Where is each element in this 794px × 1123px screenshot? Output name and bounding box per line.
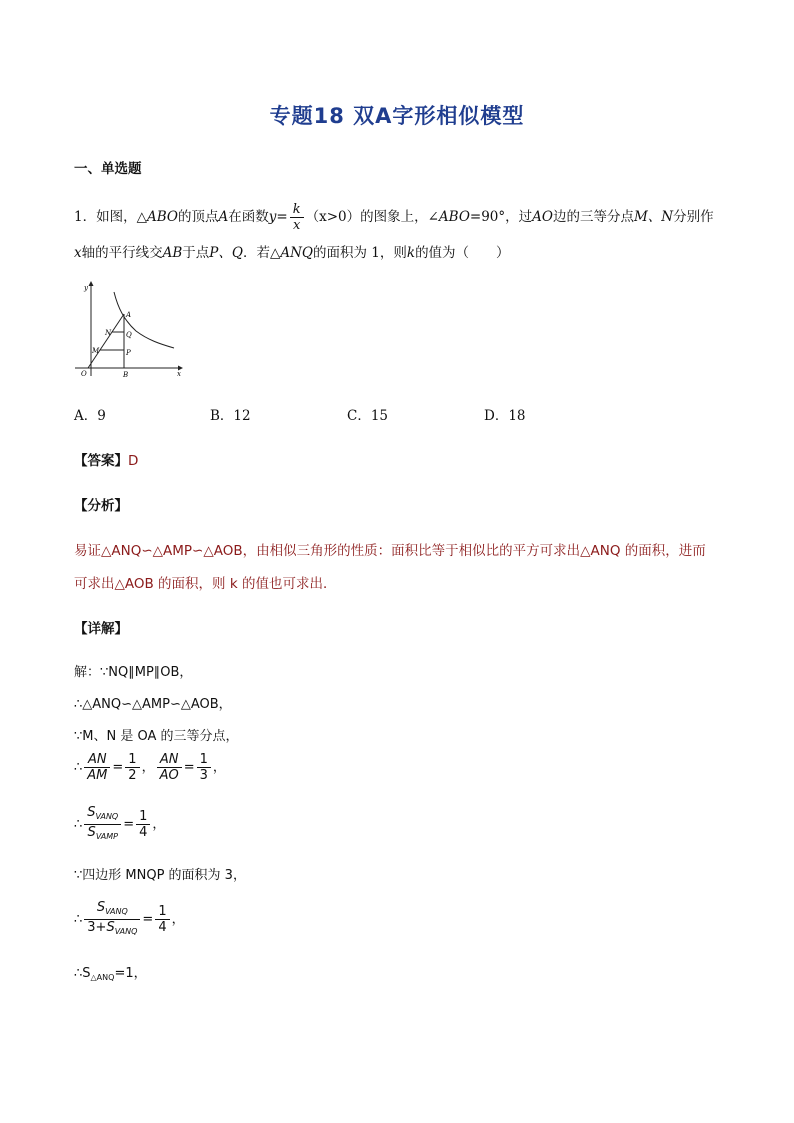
equals: = [112, 760, 124, 775]
q-var: P、Q [209, 245, 243, 261]
q-var: M、N [633, 209, 674, 225]
ratio-value-third [197, 752, 211, 783]
area-symbol: S [106, 920, 115, 935]
answer-value: D [128, 453, 139, 469]
fraction-numerator: k [290, 202, 304, 218]
solution-step-4 [74, 752, 226, 783]
label-q: Q [126, 331, 132, 339]
label-n: N [105, 329, 112, 337]
therefore-symbol: ∴ [74, 912, 83, 927]
question-line-1 [74, 202, 714, 233]
area-symbol: S [96, 900, 106, 915]
equals: = [123, 817, 135, 832]
hyperbola-curve [114, 292, 174, 348]
area-ratio-fraction [84, 805, 121, 844]
fraction-numerator: AN [157, 752, 182, 768]
q-text: 的顶点 [177, 209, 219, 225]
area-symbol: S [87, 805, 96, 820]
q-text: 的值为（ ） [415, 245, 510, 261]
separator: ， [141, 760, 155, 775]
solution-step-6: ∵四边形 MNQP 的面积为 3， [74, 868, 246, 883]
option-c[interactable]: C．15 [347, 408, 389, 424]
fraction-denominator [84, 920, 140, 939]
area-subscript: VANQ [105, 907, 128, 916]
section-heading: 一、单选题 [74, 161, 142, 177]
fraction-denominator: AM [87, 768, 108, 783]
q-text: 于点 [182, 245, 210, 261]
solution-step-2: ∴△ANQ∽△AMP∽△AOB， [74, 697, 232, 712]
separator: ， [212, 760, 226, 775]
function-fraction [290, 202, 304, 233]
detail-tag: 【详解】 [74, 621, 128, 637]
answer-tag: 【答案】 [74, 453, 128, 469]
q-var: AB [162, 245, 183, 261]
ratio-value-quarter [136, 809, 150, 840]
option-a[interactable]: A．9 [74, 408, 106, 424]
ratio-an-ao [157, 752, 182, 783]
fraction-numerator [84, 805, 121, 825]
area-subscript: VANQ [114, 927, 138, 936]
q-text: ．若△ [242, 245, 281, 261]
q-text: 1．如图，△ [74, 209, 147, 225]
answer-row [74, 449, 138, 469]
fraction-numerator: 1 [155, 904, 169, 920]
q-text: 分别作 [673, 209, 714, 225]
fraction-denominator: 4 [139, 825, 148, 840]
area-symbol: S [87, 825, 96, 840]
fraction-denominator: 3 [199, 768, 208, 783]
ratio-an-am [84, 752, 110, 783]
area-subscript: △ANQ [90, 973, 115, 982]
ratio-value-half [125, 752, 139, 783]
therefore-symbol: ∴ [74, 817, 83, 832]
q-var: ABO [146, 209, 178, 225]
q-text: 轴的平行线交 [81, 245, 163, 261]
label-m: M [92, 347, 100, 355]
area-equation-fraction [84, 900, 140, 939]
solution-step-5 [74, 805, 165, 844]
q-var: k [406, 245, 416, 261]
solution-step-1: 解：∵NQ∥MP∥OB， [74, 665, 193, 680]
fraction-numerator [84, 900, 140, 920]
fraction-numerator: AN [84, 752, 110, 768]
q-var: ABO [438, 209, 470, 225]
conclusion-value: =1， [114, 966, 147, 981]
page-title: 专题18 双A字形相似模型 [269, 104, 525, 128]
q-var: ANQ [280, 245, 313, 261]
q-text: 的面积为 1，则 [312, 245, 407, 261]
solution-step-8 [74, 962, 147, 982]
q-var: A [218, 209, 229, 225]
label-y: y [84, 284, 88, 292]
geometry-figure [70, 278, 190, 380]
area-subscript: VANQ [95, 812, 119, 821]
solution-step-7 [74, 900, 185, 939]
therefore-symbol: ∴ [74, 760, 83, 775]
ratio-value-quarter [155, 904, 169, 935]
q-text: （x>0）的图象上，∠ [305, 209, 439, 225]
fraction-denominator [84, 825, 121, 844]
equals: = [142, 912, 154, 927]
option-d[interactable]: D．18 [484, 408, 526, 424]
separator: ， [171, 912, 185, 927]
segment-oa [88, 314, 124, 368]
analysis-tag: 【分析】 [74, 498, 128, 514]
fraction-denominator: x [292, 218, 301, 233]
area-subscript: VAMP [95, 832, 118, 841]
fraction-numerator: 1 [125, 752, 139, 768]
label-x: x [177, 370, 181, 378]
label-b: B [123, 371, 129, 379]
q-text: = [276, 209, 288, 225]
conclusion-prefix: ∴S [74, 966, 91, 981]
solution-step-3: ∵M、N 是 OA 的三等分点， [74, 729, 239, 744]
label-a: A [126, 311, 132, 319]
q-text: =90°，过 [469, 209, 533, 225]
fraction-denominator: 2 [128, 768, 137, 783]
fraction-denominator: 4 [158, 920, 167, 935]
q-text: 在函数 [228, 209, 269, 225]
q-var: y [268, 209, 277, 225]
analysis-line-1: 易证△ANQ∽△AMP∽△AOB，由相似三角形的性质：面积比等于相似比的平方可求出△ANQ 的面积，进而 [74, 543, 706, 559]
constant-term: 3+ [87, 920, 107, 935]
fraction-numerator: 1 [197, 752, 211, 768]
question-line-2 [74, 241, 510, 261]
q-var: x [74, 245, 82, 261]
fraction-numerator: 1 [136, 809, 150, 825]
fraction-denominator: AO [159, 768, 179, 783]
q-var: AO [532, 209, 553, 225]
label-p: P [126, 349, 131, 357]
equals: = [183, 760, 195, 775]
y-axis-arrow [89, 281, 94, 286]
q-text: 边的三等分点 [552, 209, 634, 225]
analysis-line-2: 可求出△AOB 的面积，则 k 的值也可求出． [74, 576, 337, 592]
separator: ， [152, 817, 166, 832]
label-o: O [81, 370, 87, 378]
option-b[interactable]: B．12 [210, 408, 251, 424]
